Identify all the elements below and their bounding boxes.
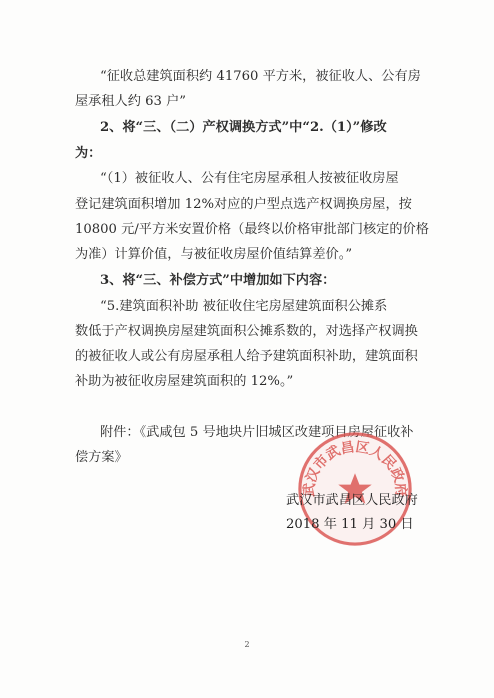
document-page: “征收总建筑面积约 41760 平方米，被征收人、公有房 屋承租人约 63 户” 2、将“三、（二）产权调换方式”中“2.（1）”修改 为： “（1）被征收人、公有住宅房屋承租人按被征收房屋 登记建筑面积增加 12%对应的户型点选产权调换房屋，按 10800 元/平方米安置价格（最终以价格审批部门核定的价格 为准）计算价值，与被征收房屋价值结算差价。” 3、将“三、补偿方式”中增加如下内容： “5.建筑面积补助 被征收住宅房屋建筑面积公摊系 数低于产权调换房屋建筑面积公摊系数的，对选择产权调换 的被征收人或公有房屋承租人给予建筑面积补助，建筑面积 补助为被征收房屋建筑面积的 12%。” 附件：《武咸包 5 号地块片旧城区改建项目房屋征收补 偿方案》 武汉市武昌区人民政府 武汉市武昌区人民政府 2018 年 11 月 30 日 2 bbox=[0, 0, 494, 698]
issuer-name: 武汉市武昌区人民政府 bbox=[286, 493, 418, 508]
issue-date: 2018 年 11 月 30 日 bbox=[286, 517, 414, 532]
page-number: 2 bbox=[244, 640, 250, 649]
seal-text: 武汉市武昌区人民政府 bbox=[301, 439, 409, 498]
